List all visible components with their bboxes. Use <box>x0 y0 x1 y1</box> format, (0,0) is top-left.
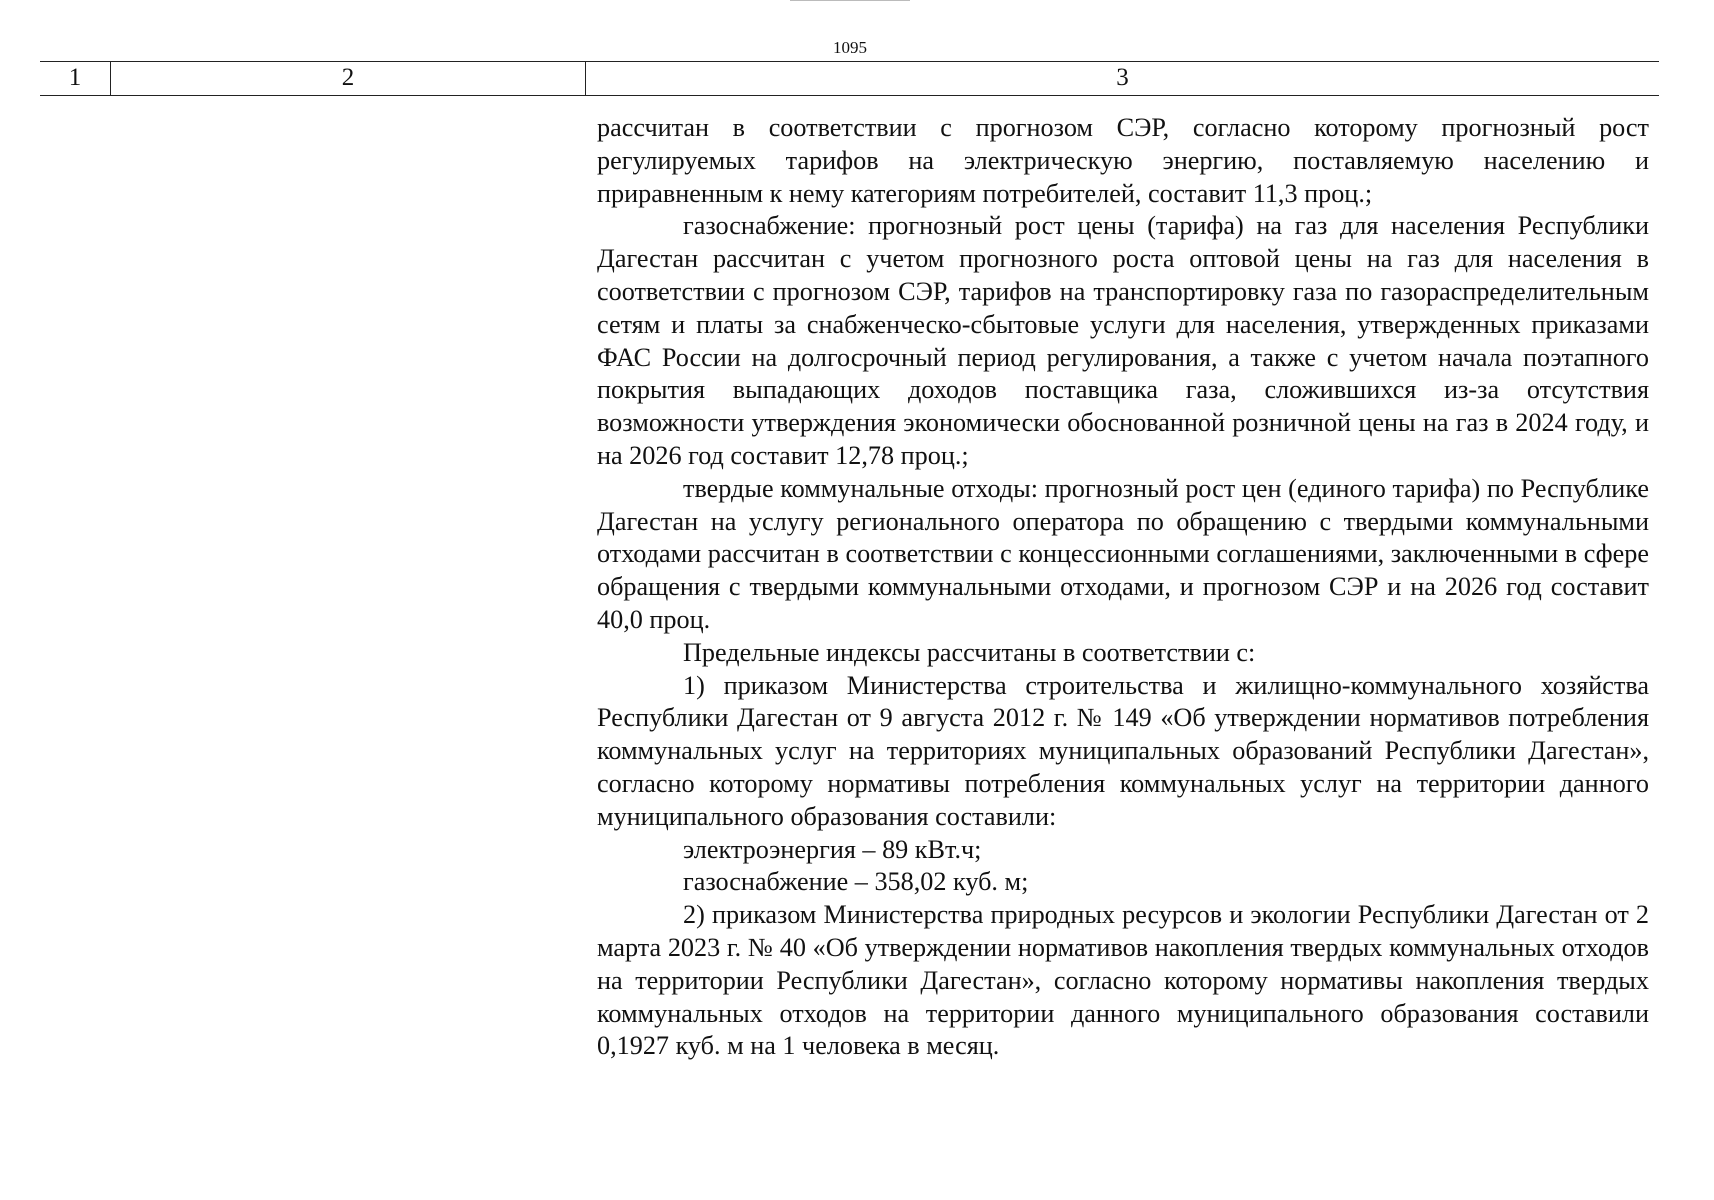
table-header-row <box>40 61 1659 96</box>
column-header-3: 3 <box>1116 64 1129 91</box>
column-header-1: 1 <box>40 62 111 95</box>
paragraph-solid-waste: твердые коммунальные отходы: прогнозный рост цен (единого тарифа) по Республике Дагестан на услугу регионального оператора по обращению с твердыми коммунальными отходами рассчитан в соответствии с концессионными соглашениями, заключенными в сфере обращения с твердыми коммунальными отходами, и прогнозом СЭР и на 2026 год составит 40,0 проц. <box>597 473 1649 634</box>
paragraph-indices-intro: Предельные индексы рассчитаны в соответствии с: <box>683 637 1256 667</box>
paragraph-electricity-norm: электроэнергия – 89 кВт.ч; <box>683 834 982 864</box>
paragraph-gas-supply: газоснабжение: прогнозный рост цены (тарифа) на газ для населения Республики Дагестан рассчитан с учетом прогнозного роста оптовой цены на газ для населения в соответствии с прогнозом СЭР, тарифов на транспортировку газа по газораспределительным сетям и платы за снабженческо-сбытовые услуги для населения, утвержденных приказами ФАС России на долгосрочный период регулирования, а также с учетом начала поэтапного покрытия выпадающих доходов поставщика газа, сложившихся из-за отсутствия возможности утверждения экономически обоснованной розничной цены на газ в 2024 году, и на 2026 год составит 12,78 проц.; <box>597 211 1649 470</box>
paragraph-electricity-continuation: рассчитан в соответствии с прогнозом СЭР, согласно которому прогнозный рост регулируемых тарифов на электрическую энергию, поставляемую населению и приравненным к нему категориям потребителей, составит 11,3 проц.; <box>597 113 1649 208</box>
paragraph-order-40: 2) приказом Министерства природных ресурсов и экологии Республики Дагестан от 2 марта 2023 г. № 40 «Об утверждении нормативов накопления твердых коммунальных отходов на территории Республики Дагестан», согласно которому нормативы накопления твердых коммунальных отходов на территории данного муниципального образования составили 0,1927 куб. м на 1 человека в месяц. <box>597 900 1649 1061</box>
paragraph-gas-norm: газоснабжение – 358,02 куб. м; <box>683 867 1029 897</box>
column-header-2: 2 <box>111 62 586 95</box>
page-number: 1095 <box>833 38 867 57</box>
column-3-content <box>597 112 1649 1063</box>
paragraph-order-149: 1) приказом Министерства строительства и жилищно-коммунального хозяйства Республики Дагестан от 9 августа 2012 г. № 149 «Об утверждении нормативов потребления коммунальных услуг на территориях муниципальных образований Республики Дагестан», согласно которому нормативы потребления коммунальных услуг на территории данного муниципального образования составили: <box>597 670 1649 831</box>
scan-mark <box>790 0 910 3</box>
